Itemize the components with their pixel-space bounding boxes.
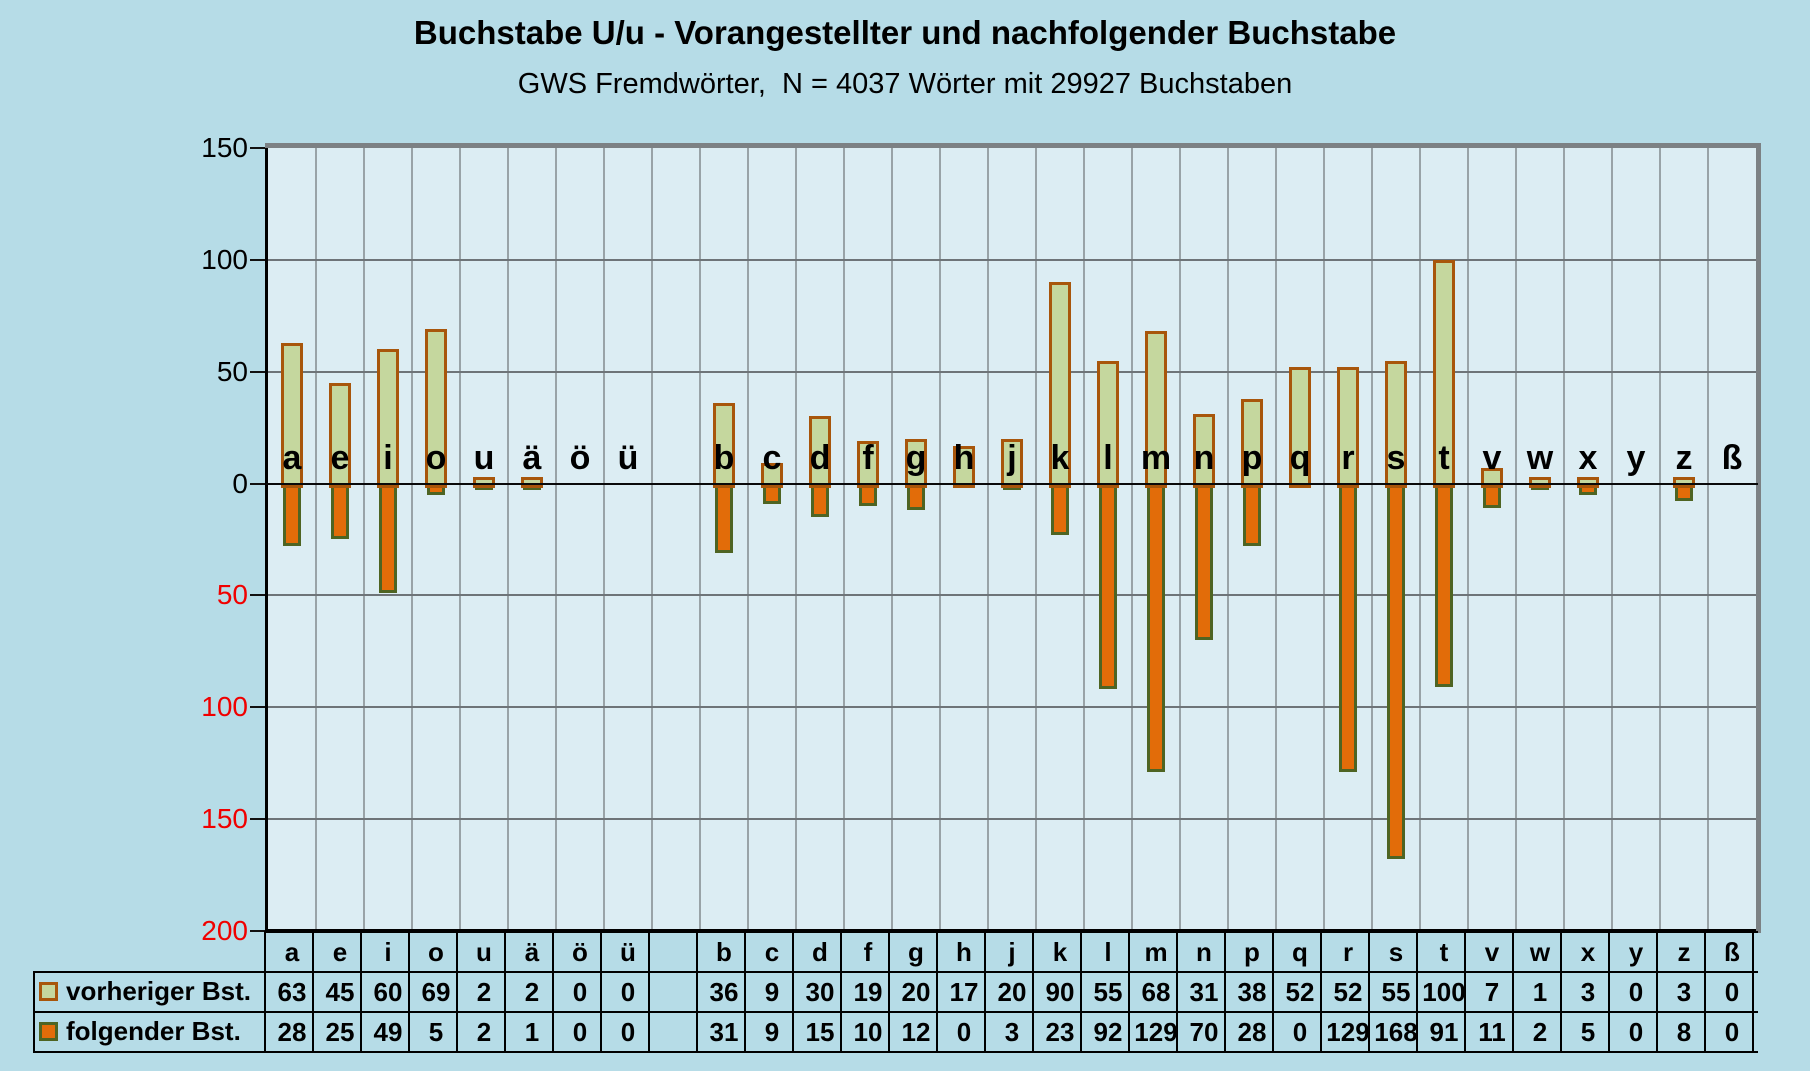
category-label-s: s — [1386, 438, 1406, 477]
gridline-vertical — [1707, 148, 1709, 931]
table-cell: 55 — [1381, 977, 1411, 1007]
table-header-e: e — [332, 937, 348, 967]
table-header-q: q — [1292, 937, 1308, 967]
table-header-r: r — [1342, 937, 1354, 967]
category-label-a: a — [282, 438, 302, 477]
bar-folgender-d — [811, 484, 829, 518]
gridline-vertical — [1275, 148, 1277, 931]
table-header-b: b — [716, 937, 732, 967]
table-header-ü: ü — [620, 937, 636, 967]
table-header-k: k — [1052, 937, 1068, 967]
table-cell: 3 — [1004, 1017, 1020, 1047]
table-cell — [652, 974, 700, 1010]
table-cell: 8 — [1676, 1017, 1692, 1047]
gridline-horizontal — [268, 594, 1756, 596]
category-label-z: z — [1675, 438, 1693, 477]
legend-swatch-folgender — [39, 1022, 58, 1041]
table-header-d: d — [812, 937, 828, 967]
gridline-vertical — [939, 148, 941, 931]
plot-border-right — [1756, 143, 1761, 933]
table-header-n: n — [1196, 937, 1212, 967]
table-header-c: c — [764, 937, 780, 967]
table-cell: 52 — [1333, 977, 1363, 1007]
table-cell: 0 — [1724, 977, 1740, 1007]
table-cell: 5 — [1580, 1017, 1596, 1047]
y-tick-label: 100 — [201, 691, 248, 723]
gridline-vertical — [651, 148, 653, 931]
table-cell: 0 — [1724, 1017, 1740, 1047]
category-label-t: t — [1438, 438, 1450, 477]
category-label-j: j — [1007, 438, 1017, 477]
gridline-horizontal — [268, 706, 1756, 708]
bar-folgender-s — [1387, 484, 1405, 860]
bar-folgender-k — [1051, 484, 1069, 535]
gridline-vertical — [1371, 148, 1373, 931]
legend-label: folgender Bst. — [66, 1015, 241, 1046]
category-label-e: e — [330, 438, 350, 477]
table-cell: 2 — [524, 977, 540, 1007]
table-header-u: u — [476, 937, 492, 967]
table-cell: 1 — [524, 1017, 540, 1047]
y-tick-label: 150 — [201, 132, 248, 163]
table-cell: 17 — [949, 977, 979, 1007]
gridline-vertical — [315, 148, 317, 931]
table-cell: 3 — [1676, 977, 1692, 1007]
table-header-a: a — [284, 937, 300, 967]
y-tick-label: 100 — [201, 243, 248, 275]
table-cell: 19 — [853, 977, 883, 1007]
y-axis-line — [265, 148, 268, 933]
y-tick-mark — [250, 818, 265, 820]
table-cell — [652, 1014, 700, 1050]
legend-item-folgender — [39, 1011, 266, 1051]
table-cell: 0 — [1628, 1017, 1644, 1047]
gridline-vertical — [699, 148, 701, 931]
table-cell: 70 — [1189, 1017, 1219, 1047]
gridline-vertical — [1323, 148, 1325, 931]
gridline-vertical — [1611, 148, 1613, 931]
category-label-n: n — [1193, 438, 1215, 477]
y-tick-mark — [250, 483, 265, 485]
y-tick-label: 200 — [201, 915, 248, 946]
table-header-p: p — [1244, 937, 1260, 967]
gridline-vertical — [555, 148, 557, 931]
gridline-vertical — [1035, 148, 1037, 931]
table-cell: 49 — [373, 1017, 403, 1047]
table-cell: 100 — [1422, 977, 1466, 1007]
table-header-s: s — [1388, 937, 1404, 967]
table-cell: 9 — [764, 977, 780, 1007]
table-cell: 11 — [1478, 1017, 1506, 1047]
bar-folgender-t — [1435, 484, 1453, 688]
category-label-d: d — [809, 438, 831, 477]
legend-swatch-vorheriger — [39, 982, 58, 1001]
chart-title: Buchstabe U/u - Vorangestellter und nachfolgender Buchstabe — [413, 14, 1397, 51]
table-header-w: w — [1529, 937, 1551, 967]
table-cell: 20 — [901, 977, 931, 1007]
y-tick-mark — [250, 259, 265, 261]
category-label-w: w — [1526, 438, 1554, 477]
table-cell: 0 — [620, 1017, 636, 1047]
table-cell: 31 — [1189, 977, 1219, 1007]
table-header-y: y — [1628, 937, 1644, 967]
table-header-t: t — [1439, 937, 1449, 967]
table-cell: 0 — [1628, 977, 1644, 1007]
category-label-i: i — [383, 438, 393, 477]
gridline-horizontal — [268, 818, 1756, 820]
gridline-vertical — [1227, 148, 1229, 931]
table-cell: 92 — [1093, 1017, 1123, 1047]
category-label-b: b — [713, 438, 735, 477]
table-cell: 0 — [956, 1017, 972, 1047]
category-label-f: f — [862, 438, 874, 477]
gridline-vertical — [603, 148, 605, 931]
gridline-vertical — [1515, 148, 1517, 931]
table-header-v: v — [1484, 937, 1500, 967]
y-tick-mark — [250, 930, 265, 932]
table-header-ö: ö — [572, 937, 588, 967]
gridline-vertical — [1083, 148, 1085, 931]
bar-folgender-a — [283, 484, 301, 547]
table-cell: 15 — [805, 1017, 835, 1047]
gridline-vertical — [1419, 148, 1421, 931]
table-cell: 31 — [709, 1017, 739, 1047]
gridline-vertical — [1467, 148, 1469, 931]
bar-folgender-r — [1339, 484, 1357, 773]
table-line — [33, 1011, 1758, 1013]
gridline-vertical — [1659, 148, 1661, 931]
table-line — [266, 931, 1758, 933]
table-cell: 3 — [1580, 977, 1596, 1007]
bar-folgender-g — [907, 484, 925, 511]
bar-folgender-i — [379, 484, 397, 594]
bar-folgender-b — [715, 484, 733, 553]
category-label-y: y — [1626, 438, 1646, 477]
table-cell: 91 — [1429, 1017, 1459, 1047]
category-label-u: u — [473, 438, 495, 477]
category-label-l: l — [1103, 438, 1113, 477]
table-cell: 10 — [853, 1017, 883, 1047]
gridline-vertical — [507, 148, 509, 931]
bar-folgender-n — [1195, 484, 1213, 641]
bar-folgender-l — [1099, 484, 1117, 690]
gridline-vertical — [411, 148, 413, 931]
category-label-ß: ß — [1721, 438, 1743, 477]
table-cell: 68 — [1141, 977, 1171, 1007]
y-tick-mark — [250, 147, 265, 149]
category-label-ä: ä — [522, 438, 542, 477]
category-label-k: k — [1050, 438, 1070, 477]
table-line — [33, 971, 1758, 973]
bar-folgender-e — [331, 484, 349, 540]
table-cell: 2 — [476, 1017, 492, 1047]
plot-area — [268, 148, 1756, 931]
category-label-r: r — [1341, 438, 1355, 477]
category-label-ö: ö — [569, 438, 591, 477]
plot-border-top — [265, 143, 1761, 148]
y-tick-mark — [250, 706, 265, 708]
table-header-l: l — [1104, 937, 1112, 967]
table-cell: 25 — [325, 1017, 355, 1047]
table-header-f: f — [863, 937, 873, 967]
table-cell: 5 — [428, 1017, 444, 1047]
table-cell: 63 — [277, 977, 307, 1007]
y-tick-label: 50 — [216, 355, 248, 387]
table-header-x: x — [1580, 937, 1596, 967]
category-label-m: m — [1140, 438, 1172, 477]
zero-axis-line — [266, 483, 1758, 485]
table-cell: 69 — [421, 977, 451, 1007]
table-cell: 38 — [1237, 977, 1267, 1007]
gridline-vertical — [747, 148, 749, 931]
table-cell: 2 — [476, 977, 492, 1007]
category-label-c: c — [762, 438, 782, 477]
gridline-horizontal — [268, 259, 1756, 261]
table-cell: 129 — [1326, 1017, 1370, 1047]
table-cell: 60 — [373, 977, 403, 1007]
category-label-x: x — [1578, 438, 1598, 477]
legend-label: vorheriger Bst. — [66, 975, 251, 1006]
category-label-o: o — [425, 438, 447, 477]
gridline-vertical — [795, 148, 797, 931]
table-cell: 36 — [709, 977, 739, 1007]
gridline-horizontal — [268, 371, 1756, 373]
chart-subtitle: GWS Fremdwörter, N = 4037 Wörter mit 29927 Buchstaben — [517, 68, 1293, 100]
gridline-vertical — [363, 148, 365, 931]
table-header-m: m — [1144, 937, 1168, 967]
table-cell: 0 — [572, 1017, 588, 1047]
table-cell: 168 — [1374, 1017, 1418, 1047]
table-cell: 0 — [620, 977, 636, 1007]
table-header-j: j — [1008, 937, 1016, 967]
table-header-ä: ä — [524, 937, 540, 967]
bar-folgender-m — [1147, 484, 1165, 773]
gridline-vertical — [459, 148, 461, 931]
y-tick-label: 0 — [232, 467, 248, 499]
category-label-g: g — [905, 438, 927, 477]
table-cell: 7 — [1484, 977, 1500, 1007]
table-cell: 0 — [1292, 1017, 1308, 1047]
gridline-vertical — [1179, 148, 1181, 931]
table-cell: 28 — [1237, 1017, 1267, 1047]
table-cell: 23 — [1045, 1017, 1075, 1047]
gridline-vertical — [891, 148, 893, 931]
table-header-i: i — [384, 937, 392, 967]
table-cell: 45 — [325, 977, 355, 1007]
y-tick-mark — [250, 594, 265, 596]
bar-folgender-p — [1243, 484, 1261, 547]
table-header-o: o — [428, 937, 444, 967]
gridline-vertical — [1563, 148, 1565, 931]
y-tick-label: 50 — [216, 579, 248, 611]
gridline-vertical — [1131, 148, 1133, 931]
gridline-vertical — [987, 148, 989, 931]
table-cell: 9 — [764, 1017, 780, 1047]
category-label-ü: ü — [617, 438, 639, 477]
table-cell: 52 — [1285, 977, 1315, 1007]
legend-item-vorheriger — [39, 971, 266, 1011]
table-cell: 30 — [805, 977, 835, 1007]
table-header-g: g — [908, 937, 924, 967]
table-cell: 0 — [572, 977, 588, 1007]
table-cell: 55 — [1093, 977, 1123, 1007]
table-header-blank — [652, 934, 700, 970]
category-label-q: q — [1289, 438, 1311, 477]
gridline-vertical — [843, 148, 845, 931]
table-cell: 90 — [1045, 977, 1075, 1007]
y-tick-mark — [250, 371, 265, 373]
table-line — [33, 1051, 1758, 1053]
table-header-ß: ß — [1724, 937, 1740, 967]
table-cell: 28 — [277, 1017, 307, 1047]
category-label-h: h — [953, 438, 975, 477]
table-cell: 129 — [1134, 1017, 1178, 1047]
table-cell: 12 — [901, 1017, 931, 1047]
category-label-v: v — [1482, 438, 1502, 477]
table-cell: 2 — [1532, 1017, 1548, 1047]
table-header-h: h — [956, 937, 972, 967]
table-cell: 20 — [997, 977, 1027, 1007]
y-tick-label: 150 — [201, 803, 248, 835]
table-cell: 1 — [1532, 977, 1548, 1007]
table-header-z: z — [1677, 937, 1691, 967]
category-label-p: p — [1241, 438, 1263, 477]
